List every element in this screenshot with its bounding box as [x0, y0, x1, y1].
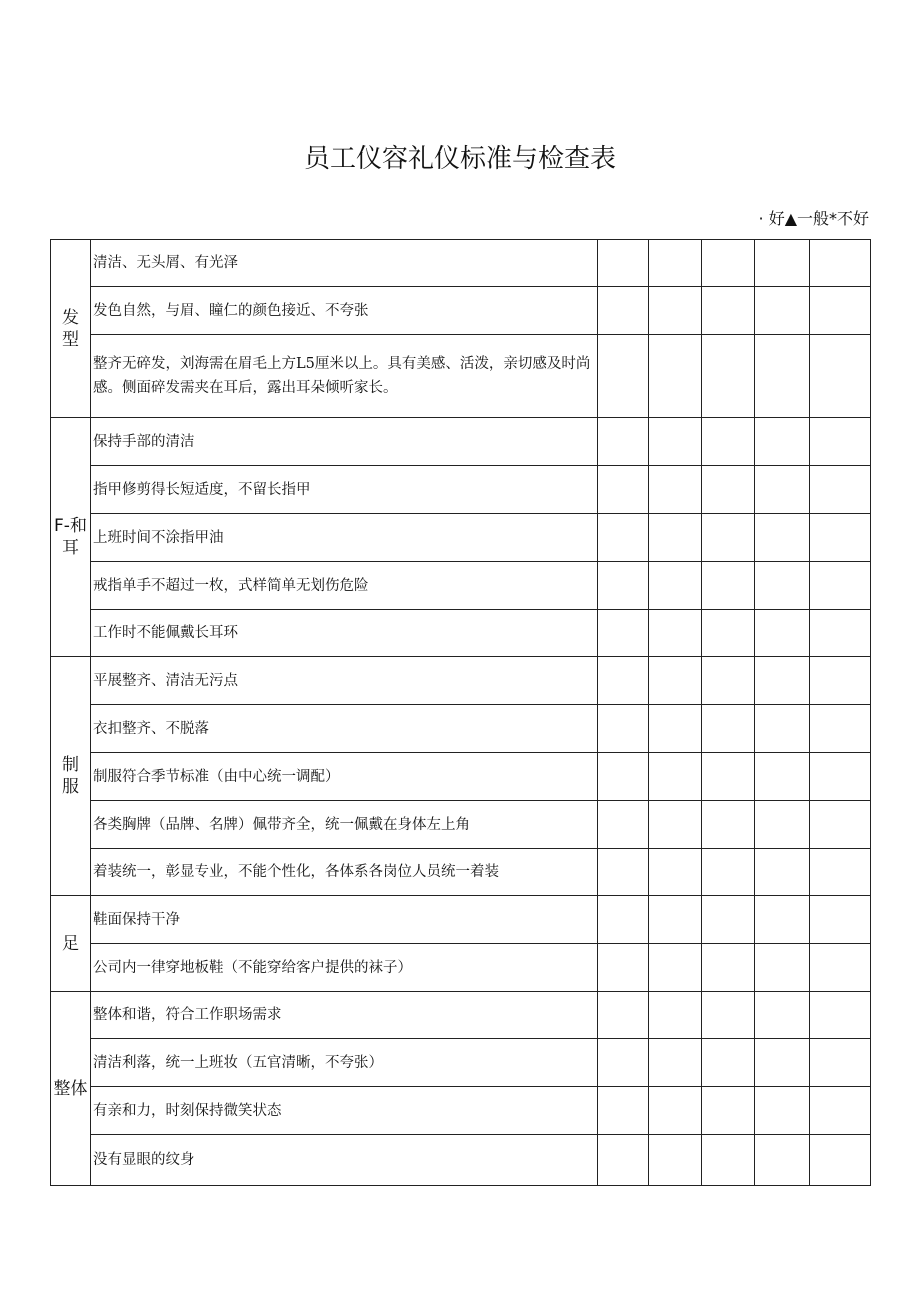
rating-cell[interactable] — [755, 753, 810, 801]
rating-cell[interactable] — [702, 562, 755, 610]
criteria-cell: 整体和谐，符合工作职场需求 — [91, 992, 598, 1039]
criteria-cell: 保持手部的清洁 — [91, 418, 598, 466]
rating-cell[interactable] — [649, 657, 702, 705]
category-label-line2: 耳 — [62, 538, 79, 558]
rating-cell[interactable] — [755, 287, 810, 335]
rating-cell[interactable] — [810, 335, 871, 418]
rating-cell[interactable] — [702, 466, 755, 514]
rating-cell[interactable] — [702, 657, 755, 705]
table-row — [51, 705, 871, 753]
category-label-line1: 发 — [62, 307, 79, 328]
category-label-line1: 足 — [62, 933, 79, 954]
rating-cell[interactable] — [810, 1087, 871, 1135]
rating-cell[interactable] — [810, 753, 871, 801]
rating-cell[interactable] — [702, 1135, 755, 1186]
rating-cell[interactable] — [649, 466, 702, 514]
rating-cell[interactable] — [598, 610, 649, 657]
rating-cell[interactable] — [649, 1135, 702, 1186]
rating-cell[interactable] — [598, 466, 649, 514]
category-label-line1: 整体 — [53, 1078, 88, 1099]
rating-cell[interactable] — [755, 562, 810, 610]
rating-cell[interactable] — [598, 705, 649, 753]
rating-cell[interactable] — [649, 896, 702, 944]
rating-cell[interactable] — [649, 514, 702, 562]
table-row — [51, 466, 871, 514]
criteria-cell: 公司内一律穿地板鞋（不能穿给客户提供的袜子） — [91, 944, 598, 992]
rating-cell[interactable] — [755, 418, 810, 466]
criteria-cell: 衣扣整齐、不脱落 — [91, 705, 598, 753]
rating-cell[interactable] — [702, 944, 755, 992]
rating-cell[interactable] — [598, 944, 649, 992]
rating-cell[interactable] — [810, 657, 871, 705]
rating-cell[interactable] — [810, 466, 871, 514]
rating-cell[interactable] — [810, 514, 871, 562]
rating-cell[interactable] — [649, 801, 702, 849]
rating-cell[interactable] — [810, 1039, 871, 1087]
rating-cell[interactable] — [755, 466, 810, 514]
table-row — [51, 1087, 871, 1135]
inspection-table — [50, 239, 871, 1186]
criteria-cell: 着装统一，彰显专业，不能个性化，各体系各岗位人员统一着装 — [91, 849, 598, 896]
rating-cell[interactable] — [755, 1135, 810, 1186]
rating-legend: · 好▲一般*不好 — [758, 209, 869, 228]
rating-cell[interactable] — [810, 849, 871, 896]
category-cell — [51, 240, 91, 418]
rating-cell[interactable] — [702, 240, 755, 287]
rating-cell[interactable] — [598, 514, 649, 562]
table-row — [51, 896, 871, 944]
table-row — [51, 992, 871, 1039]
rating-cell[interactable] — [702, 1087, 755, 1135]
rating-cell[interactable] — [702, 1039, 755, 1087]
rating-cell[interactable] — [649, 418, 702, 466]
rating-cell[interactable] — [649, 753, 702, 801]
rating-cell[interactable] — [649, 335, 702, 418]
category-label-line1: 制 — [62, 755, 79, 775]
table-row — [51, 944, 871, 992]
rating-cell[interactable] — [649, 287, 702, 335]
table-row — [51, 418, 871, 466]
rating-cell[interactable] — [598, 849, 649, 896]
rating-cell[interactable] — [810, 1135, 871, 1186]
criteria-cell: 整齐无碎发，刘海需在眉毛上方L5厘米以上。具有美感、活泼，亲切感及时尚感。侧面碎发需夹在耳后，露出耳朵倾听家长。 — [91, 335, 598, 418]
rating-cell[interactable] — [702, 287, 755, 335]
rating-cell[interactable] — [810, 896, 871, 944]
rating-cell[interactable] — [755, 896, 810, 944]
rating-cell[interactable] — [755, 1087, 810, 1135]
table-row — [51, 657, 871, 705]
table-row — [51, 801, 871, 849]
page-title: 员工仪容礼仪标准与检查表 — [303, 144, 616, 174]
table-row — [51, 240, 871, 287]
criteria-cell: 发色自然，与眉、瞳仁的颜色接近、不夸张 — [91, 287, 598, 335]
table-row — [51, 562, 871, 610]
rating-cell[interactable] — [702, 753, 755, 801]
rating-cell[interactable] — [598, 657, 649, 705]
category-cell — [51, 657, 91, 896]
rating-cell[interactable] — [810, 418, 871, 466]
table-row — [51, 753, 871, 801]
rating-cell[interactable] — [598, 287, 649, 335]
rating-cell[interactable] — [755, 849, 810, 896]
rating-cell[interactable] — [702, 992, 755, 1039]
rating-cell[interactable] — [755, 610, 810, 657]
criteria-cell: 工作时不能佩戴长耳环 — [91, 610, 598, 657]
table-row — [51, 849, 871, 896]
rating-cell[interactable] — [810, 944, 871, 992]
rating-cell[interactable] — [755, 944, 810, 992]
table-row — [51, 1135, 871, 1186]
criteria-cell: 各类胸牌（品牌、名牌）佩带齐全，统一佩戴在身体左上角 — [91, 801, 598, 849]
rating-cell[interactable] — [755, 992, 810, 1039]
rating-cell[interactable] — [649, 610, 702, 657]
rating-cell[interactable] — [649, 992, 702, 1039]
criteria-cell: 鞋面保持干净 — [91, 896, 598, 944]
rating-cell[interactable] — [810, 287, 871, 335]
rating-cell[interactable] — [649, 562, 702, 610]
rating-cell[interactable] — [598, 753, 649, 801]
rating-cell[interactable] — [702, 705, 755, 753]
rating-cell[interactable] — [810, 610, 871, 657]
rating-cell[interactable] — [598, 1087, 649, 1135]
rating-cell[interactable] — [649, 240, 702, 287]
rating-cell[interactable] — [755, 240, 810, 287]
rating-cell[interactable] — [598, 992, 649, 1039]
criteria-cell: 清洁、无头屑、有光泽 — [91, 240, 598, 287]
category-cell — [51, 992, 91, 1186]
rating-cell[interactable] — [649, 705, 702, 753]
rating-cell[interactable] — [702, 610, 755, 657]
criteria-cell: 清洁利落，统一上班妆（五官清晰，不夸张） — [91, 1039, 598, 1087]
rating-cell[interactable] — [649, 849, 702, 896]
criteria-cell: 制服符合季节标准（由中心统一调配） — [91, 753, 598, 801]
rating-cell[interactable] — [755, 657, 810, 705]
criteria-cell: 没有显眼的纹身 — [91, 1135, 598, 1186]
rating-cell[interactable] — [702, 514, 755, 562]
rating-cell[interactable] — [649, 1039, 702, 1087]
category-label-line2: 服 — [62, 777, 79, 797]
rating-cell[interactable] — [755, 514, 810, 562]
rating-cell[interactable] — [702, 849, 755, 896]
rating-cell[interactable] — [598, 418, 649, 466]
category-cell — [51, 418, 91, 657]
rating-cell[interactable] — [702, 418, 755, 466]
rating-cell[interactable] — [702, 896, 755, 944]
criteria-cell: 有亲和力，时刻保持微笑状态 — [91, 1087, 598, 1135]
category-label-line1: F-和 — [54, 516, 87, 536]
rating-cell[interactable] — [755, 705, 810, 753]
rating-cell[interactable] — [810, 705, 871, 753]
rating-cell[interactable] — [649, 1087, 702, 1135]
rating-cell[interactable] — [598, 801, 649, 849]
criteria-cell: 戒指单手不超过一枚，式样简单无划伤危险 — [91, 562, 598, 610]
rating-cell[interactable] — [598, 335, 649, 418]
table-row — [51, 514, 871, 562]
table-row — [51, 287, 871, 335]
rating-cell[interactable] — [649, 944, 702, 992]
rating-cell[interactable] — [598, 1135, 649, 1186]
criteria-cell: 指甲修剪得长短适度，不留长指甲 — [91, 466, 598, 514]
rating-cell[interactable] — [598, 562, 649, 610]
rating-cell[interactable] — [598, 1039, 649, 1087]
rating-cell[interactable] — [755, 801, 810, 849]
rating-cell[interactable] — [598, 896, 649, 944]
category-cell — [51, 896, 91, 992]
rating-cell[interactable] — [810, 240, 871, 287]
rating-cell[interactable] — [702, 801, 755, 849]
rating-cell[interactable] — [755, 335, 810, 418]
table-row — [51, 610, 871, 657]
rating-cell[interactable] — [810, 562, 871, 610]
criteria-cell: 平展整齐、清洁无污点 — [91, 657, 598, 705]
rating-cell[interactable] — [755, 1039, 810, 1087]
table-row — [51, 1039, 871, 1087]
rating-cell[interactable] — [598, 240, 649, 287]
rating-cell[interactable] — [810, 801, 871, 849]
criteria-cell: 上班时间不涂指甲油 — [91, 514, 598, 562]
rating-cell[interactable] — [810, 992, 871, 1039]
category-label-line2: 型 — [62, 329, 79, 350]
rating-cell[interactable] — [702, 335, 755, 418]
table-row — [51, 335, 871, 418]
